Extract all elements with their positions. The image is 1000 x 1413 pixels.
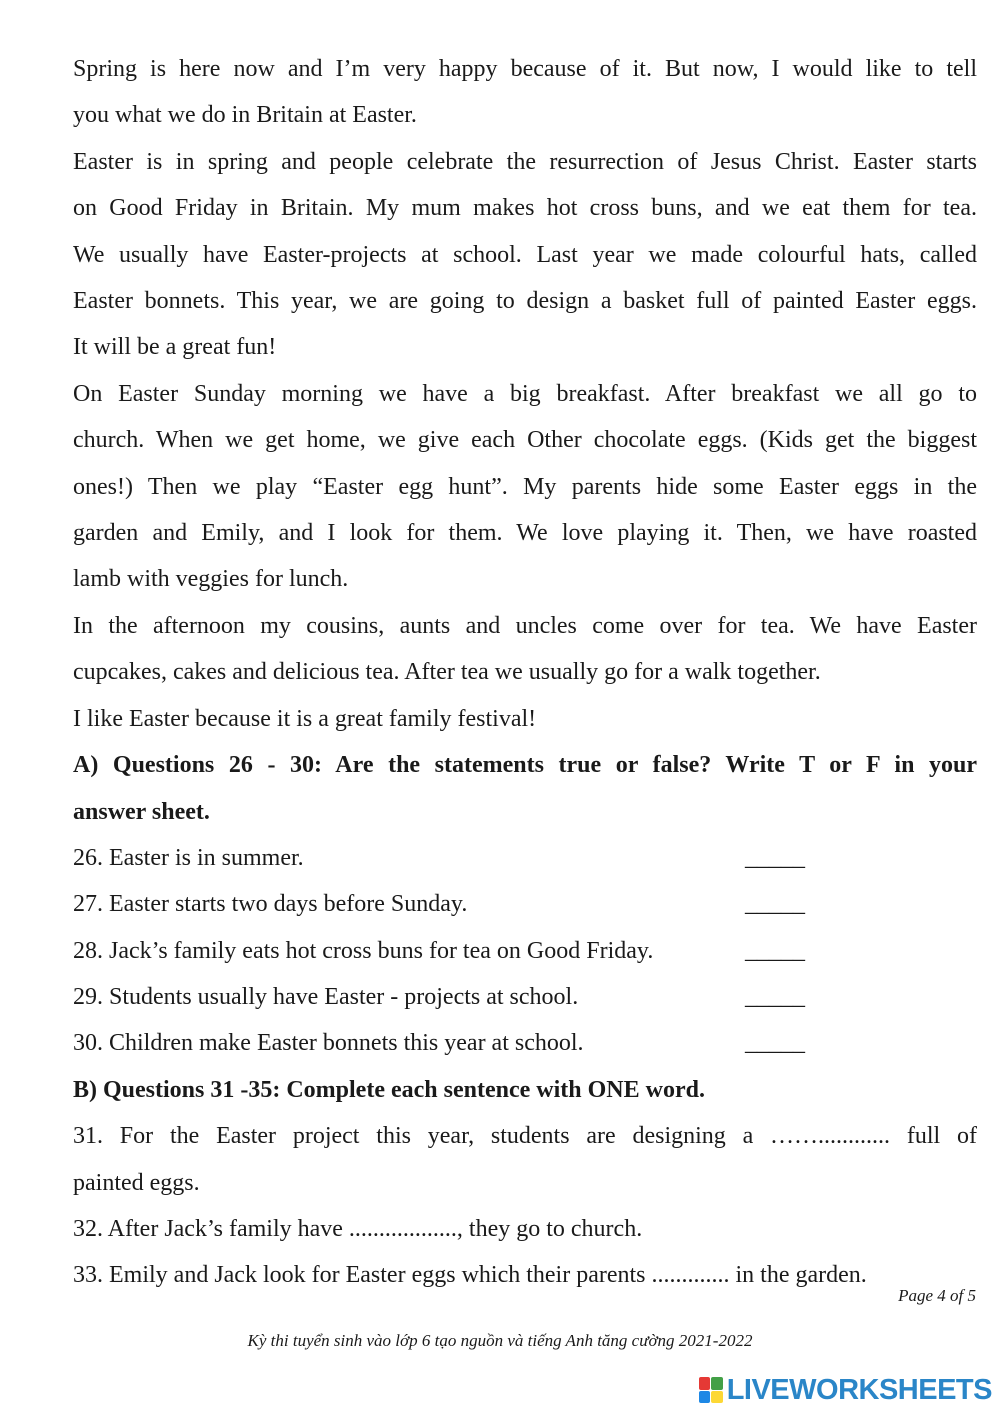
question-30: [73, 1020, 977, 1066]
passage-line: garden and Emily, and I look for them. We love playing it. Then, we have roasted: [73, 520, 977, 547]
question-29: [73, 974, 977, 1020]
passage-line: church. When we get home, we give each Other chocolate eggs. (Kids get the biggest: [73, 427, 977, 454]
answer-blank[interactable]: _____: [745, 984, 805, 1011]
question-line: 31. For the Easter project this year, students are designing a ……............ full of: [73, 1123, 977, 1150]
question-text: 27. Easter starts two days before Sunday.: [73, 891, 468, 918]
passage-line: you what we do in Britain at Easter.: [73, 102, 417, 129]
answer-blank[interactable]: _____: [745, 1030, 805, 1057]
heading-line: answer sheet.: [73, 798, 210, 825]
section-b-heading: B) Questions 31 -35: Complete each sentence with ONE word.: [73, 1076, 705, 1103]
passage-line: I like Easter because it is a great family festival!: [73, 705, 537, 732]
question-text: 30. Children make Easter bonnets this year at school.: [73, 1030, 584, 1057]
section-a-heading: [73, 742, 977, 835]
question-line: 33. Emily and Jack look for Easter eggs which their parents ............. in the garden.: [73, 1262, 867, 1289]
reading-passage: [73, 46, 977, 742]
answer-blank[interactable]: _____: [745, 937, 805, 964]
question-text: 28. Jack’s family eats hot cross buns for tea on Good Friday.: [73, 937, 654, 964]
passage-line: on Good Friday in Britain. My mum makes hot cross buns, and we eat them for tea.: [73, 195, 977, 222]
heading-line: A) Questions 26 - 30: Are the statements true or false? Write T or F in your: [73, 752, 977, 779]
passage-line: Easter bonnets. This year, we are going to design a basket full of painted Easter eggs.: [73, 288, 977, 315]
page-number: Page 4 of 5: [898, 1286, 976, 1305]
question-33: [73, 1252, 977, 1298]
section-b: [73, 1067, 977, 1299]
exam-title-footer: Kỳ thi tuyển sinh vào lớp 6 tạo nguồn và tiếng Anh tăng cường 2021-2022: [247, 1331, 753, 1350]
passage-line: ones!) Then we play “Easter egg hunt”. My parents hide some Easter eggs in the: [73, 473, 977, 500]
question-text: 26. Easter is in summer.: [73, 844, 304, 871]
liveworksheets-logo[interactable]: [699, 1372, 992, 1408]
passage-line: On Easter Sunday morning we have a big breakfast. After breakfast we all go to: [73, 380, 977, 407]
liveworksheets-mark-icon: [699, 1377, 723, 1403]
passage-paragraph-4: [73, 603, 977, 696]
answer-blank[interactable]: _____: [745, 844, 805, 871]
question-26: [73, 835, 977, 881]
question-31: [73, 1113, 977, 1206]
question-28: [73, 928, 977, 974]
passage-paragraph-3: [73, 371, 977, 603]
passage-line: Spring is here now and I’m very happy because of it. But now, I would like to tell: [73, 56, 977, 82]
question-27: [73, 881, 977, 927]
passage-line: Easter is in spring and people celebrate the resurrection of Jesus Christ. Easter starts: [73, 148, 977, 175]
passage-paragraph-2: [73, 139, 977, 371]
worksheet-page: [73, 46, 977, 1299]
answer-blank[interactable]: _____: [745, 891, 805, 918]
passage-line: We usually have Easter-projects at school. Last year we made colourful hats, called: [73, 241, 977, 268]
passage-paragraph-1: [73, 46, 977, 139]
mark-square: [699, 1391, 711, 1404]
mark-square: [699, 1377, 711, 1390]
passage-line: lamb with veggies for lunch.: [73, 566, 349, 593]
question-text: 29. Students usually have Easter - projects at school.: [73, 984, 579, 1011]
passage-paragraph-5: [73, 696, 977, 742]
passage-line: It will be a great fun!: [73, 334, 277, 361]
liveworksheets-wordmark: LIVEWORKSHEETS: [726, 1373, 992, 1406]
question-line: 32. After Jack’s family have .................., they go to church.: [73, 1216, 643, 1243]
section-a: [73, 742, 977, 1067]
passage-line: cupcakes, cakes and delicious tea. After tea we usually go for a walk together.: [73, 659, 821, 686]
question-32: [73, 1206, 977, 1252]
mark-square: [711, 1391, 723, 1404]
mark-square: [711, 1377, 723, 1390]
question-line: painted eggs.: [73, 1169, 200, 1196]
passage-line: In the afternoon my cousins, aunts and uncles come over for tea. We have Easter: [73, 612, 977, 639]
